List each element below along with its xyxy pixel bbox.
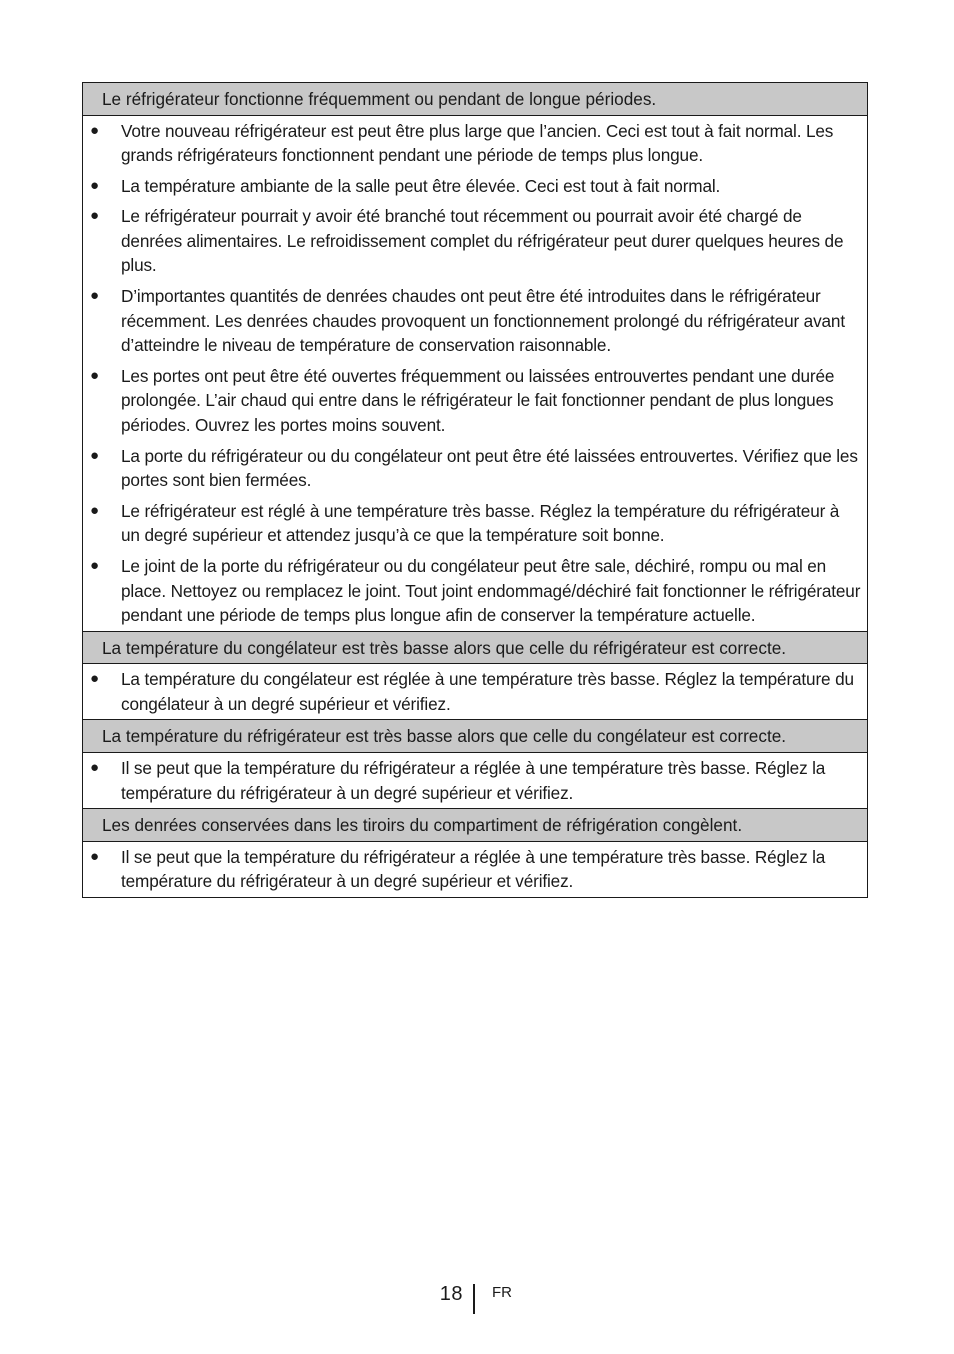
section-body-row xyxy=(83,841,868,897)
list-item-text: La porte du réfrigérateur ou du congélateur ont peut être été laissées entrouvertes. Vérifiez que les portes sont bien fermées. xyxy=(121,445,858,491)
list-item xyxy=(83,204,861,278)
section-body xyxy=(83,664,868,720)
section-heading-row xyxy=(83,83,868,116)
section-heading: Les denrées conservées dans les tiroirs du compartiment de réfrigération congèlent. xyxy=(83,809,868,842)
bullet-icon: ● xyxy=(90,847,99,865)
troubleshooting-table xyxy=(82,82,868,898)
section-heading-row xyxy=(83,631,868,664)
bullet-list xyxy=(83,845,861,894)
list-item-text: La température ambiante de la salle peut être élevée. Ceci est tout à fait normal. xyxy=(121,175,721,196)
section-body-row xyxy=(83,664,868,720)
bullet-icon: ● xyxy=(90,366,99,384)
bullet-icon: ● xyxy=(90,176,99,194)
section-heading-row xyxy=(83,720,868,753)
list-item xyxy=(83,756,861,805)
list-item xyxy=(83,364,861,438)
bullet-list xyxy=(83,756,861,805)
section-body-row xyxy=(83,752,868,808)
list-item-text: Il se peut que la température du réfrigérateur a réglée à une température très basse. Réglez la température du réfrigérateur à un degré supérieur et vérifiez. xyxy=(121,846,826,892)
language-code: FR xyxy=(492,1284,512,1301)
list-item-text: Votre nouveau réfrigérateur est peut être plus large que l’ancien. Ceci est tout à fait normal. Les grands réfrigérateurs fonctionnent pendant une période de temps plus longue. xyxy=(121,120,834,166)
bullet-icon: ● xyxy=(90,501,99,519)
section-heading: Le réfrigérateur fonctionne fréquemment ou pendant de longue périodes. xyxy=(83,83,868,116)
list-item xyxy=(83,554,861,628)
list-item-text: D’importantes quantités de denrées chaudes ont peut être été introduites dans le réfrigérateur récemment. Les denrées chaudes provoquent un fonctionnement prolongé du réfrigérateur avant d’atteindre le niveau de température de conservation raisonnable. xyxy=(121,286,845,356)
list-item xyxy=(83,444,861,493)
footer-divider xyxy=(473,1284,475,1314)
section-body-row xyxy=(83,115,868,631)
list-item xyxy=(83,499,861,548)
list-item xyxy=(83,174,861,199)
bullet-icon: ● xyxy=(90,557,99,574)
bullet-icon: ● xyxy=(90,758,99,776)
list-item xyxy=(83,845,861,894)
section-body xyxy=(83,115,868,631)
section-heading-row xyxy=(83,809,868,842)
page-footer xyxy=(0,1280,954,1316)
bullet-icon: ● xyxy=(90,207,99,225)
list-item xyxy=(83,667,861,716)
bullet-icon: ● xyxy=(90,670,99,688)
bullet-list xyxy=(83,667,861,716)
list-item-text: Le joint de la porte du réfrigérateur ou du congélateur peut être sale, déchiré, rompu ou mal en place. Nettoyez ou remplacez le joint. Tout joint endommagé/déchiré fait fonctionner le réfrigérateur pendant une période de temps plus longue afin de conserver la température actuelle. xyxy=(121,556,861,626)
bullet-icon: ● xyxy=(90,446,99,464)
list-item xyxy=(83,284,861,358)
section-heading: La température du réfrigérateur est très basse alors que celle du congélateur est correcte. xyxy=(83,720,868,753)
list-item-text: La température du congélateur est réglée à une température très basse. Réglez la température du congélateur à un degré supérieur et vérifiez. xyxy=(121,669,854,714)
list-item-text: Les portes ont peut être été ouvertes fréquemment ou laissées entrouvertes pendant une durée prolongée. L’air chaud qui entre dans le réfrigérateur le fait fonctionner pendant de plus longues périodes. Ouvrez les portes moins souvent. xyxy=(121,365,835,436)
section-body xyxy=(83,841,868,897)
list-item-text: Le réfrigérateur est réglé à une température très basse. Réglez la température du réfrigérateur à un degré supérieur et attendez jusqu’à ce que la température soit bonne. xyxy=(121,500,840,546)
section-body xyxy=(83,752,868,808)
list-item-text: Il se peut que la température du réfrigérateur a réglée à une température très basse. Réglez la température du réfrigérateur à un degré supérieur et vérifiez. xyxy=(121,757,826,803)
section-heading: La température du congélateur est très basse alors que celle du réfrigérateur est correcte. xyxy=(83,631,868,664)
page-number: 18 xyxy=(439,1283,463,1305)
list-item-text: Le réfrigérateur pourrait y avoir été branché tout récemment ou pourrait avoir été chargé de denrées alimentaires. Le refroidissement complet du réfrigérateur peut durer quelques heures de plus. xyxy=(121,206,844,276)
bullet-icon: ● xyxy=(90,121,99,139)
bullet-list xyxy=(83,119,861,628)
list-item xyxy=(83,119,861,168)
bullet-icon: ● xyxy=(90,287,99,305)
